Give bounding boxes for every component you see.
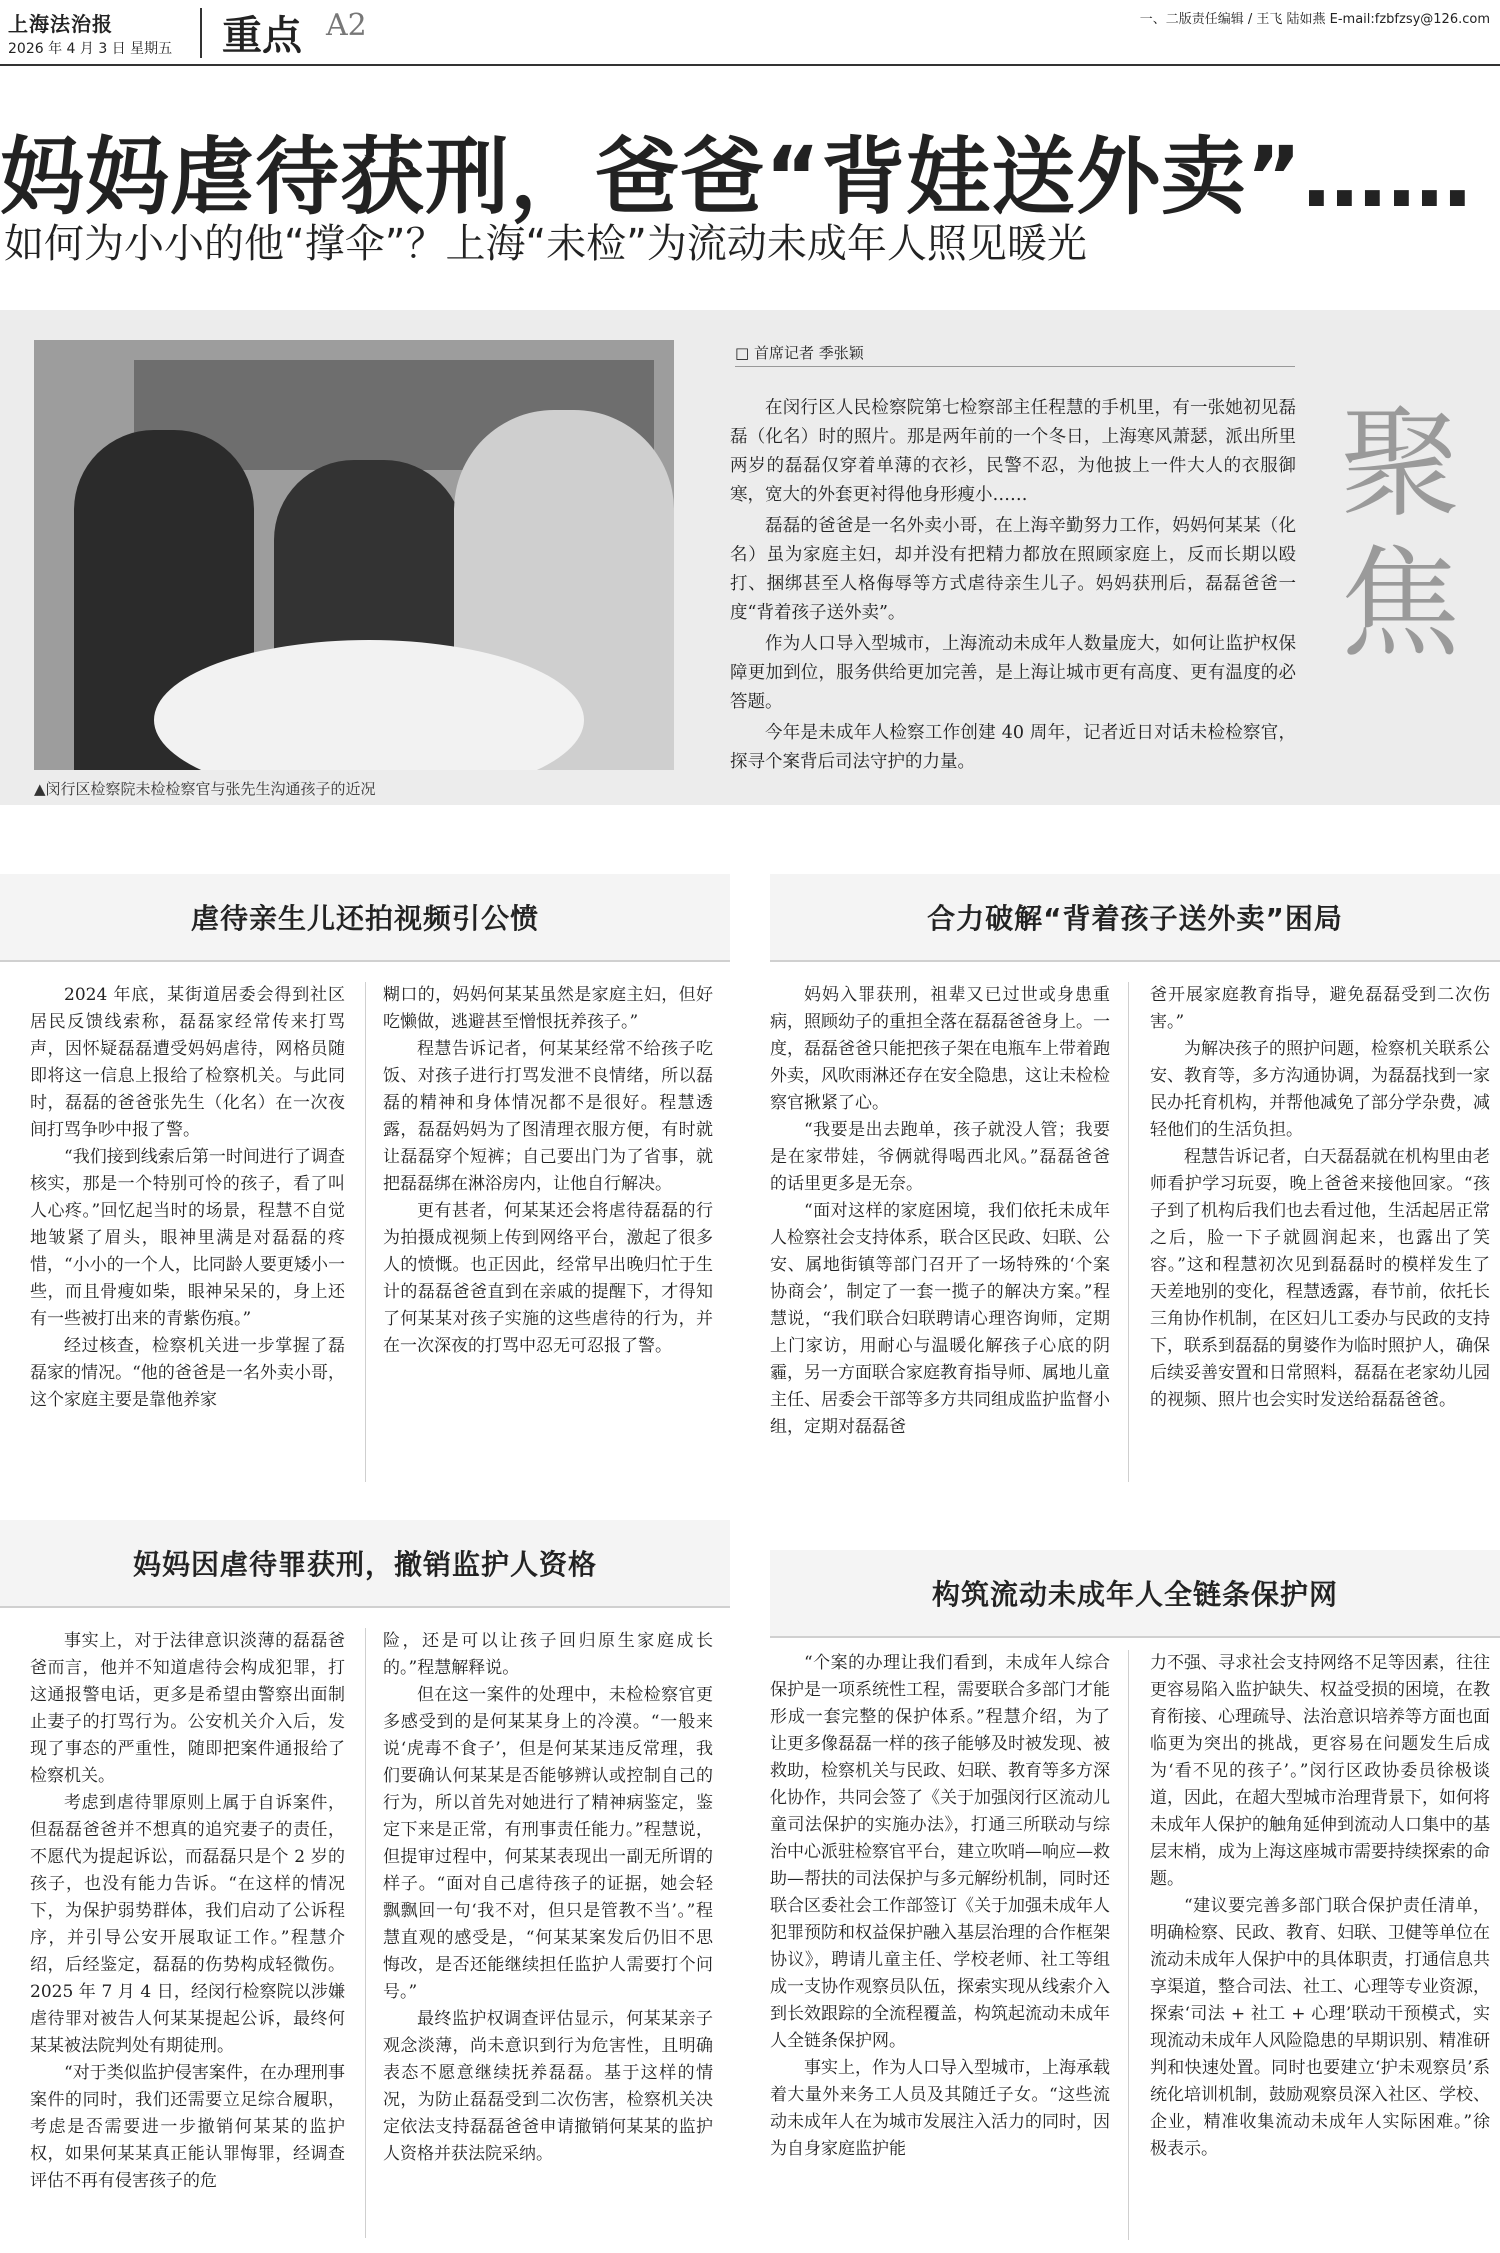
section-header [0,874,730,962]
section-title: 构筑流动未成年人全链条保护网 [931,1578,1338,1611]
article-paragraph: 力不强、寻求社会支持网络不足等因素，往往更容易陷入监护缺失、权益受损的困境，在教育衔接、心理疏导、法治意识培养等方面也面临更为突出的挑战，更容易在问题发生后成为‘看不见的孩子’。”闵行区政协委员徐极谈道，因此，在超大型城市治理背景下，如何将未成年人保护的触角延伸到流动人口集中的基层末梢，成为上海这座城市需要持续探索的命题。 [1150,1653,1490,1889]
section-title: 虐待亲生儿还拍视频引公愤 [190,902,539,935]
article-paragraph: 考虑到虐待罪原则上属于自诉案件，但磊磊爸爸并不想真的追究妻子的责任，不愿代为提起诉讼，而磊磊只是个 2 岁的孩子，也没有能力告诉。“在这样的情况下，为保护弱势群体，我们启动了公诉程序，并引导公安开展取证工作。”程慧介绍，后经鉴定，磊磊的伤势构成轻微伤。2025 年 7 月 4 日，经闵行检察院以涉嫌虐待罪对被告人何某某提起公诉，最终何某某被法院判处有期徒刑。 [30,1793,345,2056]
masthead-divider [200,8,202,58]
section-title: 妈妈因虐待罪获刑，撤销监护人资格 [132,1548,597,1581]
column-divider [1128,1650,1129,2240]
article-paragraph: 事实上，对于法律意识淡薄的磊磊爸爸而言，他并不知道虐待会构成犯罪，打这通报警电话，更多是希望由警察出面制止妻子的打骂行为。公安机关介入后，发现了事态的严重性，随即把案件通报给了检察机关。 [30,1631,345,1786]
intro-paragraph: 磊磊的爸爸是一名外卖小哥，在上海辛勤努力工作，妈妈何某某（化名）虽为家庭主妇，却并没有把精力都放在照顾家庭上，反而长期以殴打、捆绑甚至人格侮辱等方式虐待亲生儿子。妈妈获刑后，磊磊爸爸一度“背着孩子送外卖”。 [730,516,1296,623]
photo-caption: ▲闵行区检察院未检检察官与张先生沟通孩子的近况 [34,780,376,798]
article-paragraph: “我要是出去跑单，孩子就没人管；我要是在家带娃，爷俩就得喝西北风。”磊磊爸爸的话里更多是无奈。 [770,1120,1110,1194]
article-column [30,982,345,1414]
focus-char: 焦 [1340,535,1460,674]
intro-paragraph: 今年是未成年人检察工作创建 40 周年，记者近日对话未检检察官，探寻个案背后司法守护的力量。 [730,723,1296,772]
article-paragraph: “建议要完善多部门联合保护责任清单，明确检察、民政、教育、妇联、卫健等单位在流动未成年人保护中的具体职责，打通信息共享渠道，整合司法、社工、心理等专业资源，探索‘司法 + 社工 + 心理’联动干预模式，实现流动未成年人风险隐患的早期识别、精准研判和快速处置。同时也要建立‘护未观察员’系统化培训机制，鼓励观察员深入社区、学校、企业，精准收集流动未成年人实际困难。”徐极表示。 [1150,1896,1490,2159]
article-paragraph: 事实上，作为人口导入型城市，上海承载着大量外来务工人员及其随迁子女。“这些流动未成年人在为城市发展注入活力的同时，因为自身家庭监护能 [770,2058,1110,2159]
section-name: 重点 [222,13,302,59]
editors-line: 一、二版责任编辑 / 王飞 陆如燕 E-mail:fzbfzsy@126.com [1139,12,1490,27]
article-column [770,1650,1110,2163]
page-number: A2 [326,8,367,43]
article-paragraph: 为解决孩子的照护问题，检察机关联系公安、教育等，多方沟通协调，为磊磊找到一家民办托育机构，并帮他减免了部分学杂费，减轻他们的生活负担。 [1150,1039,1490,1140]
article-paragraph: 爸开展家庭教育指导，避免磊磊受到二次伤害。” [1150,985,1490,1032]
section-header [770,874,1500,962]
article-paragraph: 险，还是可以让孩子回归原生家庭成长的。”程慧解释说。 [383,1631,713,1678]
subheadline: 如何为小小的他“撑伞”？上海“未检”为流动未成年人照见暖光 [4,221,1087,267]
article-column [770,982,1110,1441]
article-column [383,982,713,1360]
column-divider [365,1628,366,2238]
section-header [0,1520,730,1608]
article-paragraph: 2024 年底，某街道居委会得到社区居民反馈线索称，磊磊家经常传来打骂声，因怀疑磊磊遭受妈妈虐待，网格员随即将这一信息上报给了检察机关。与此同时，磊磊的爸爸张先生（化名）在一次夜间打骂争吵中报了警。 [30,985,345,1140]
article-paragraph: “对于类似监护侵害案件，在办理刑事案件的同时，我们还需要立足综合履职，考虑是否需要进一步撤销何某某的监护权，如果何某某真正能认罪悔罪，经调查评估不再有侵害孩子的危 [30,2063,345,2191]
article-column [383,1628,713,2168]
focus-char: 聚 [1340,395,1460,534]
section-header [770,1550,1500,1638]
article-column [30,1628,345,2195]
article-paragraph: “个案的办理让我们看到，未成年人综合保护是一项系统性工程，需要联合多部门才能形成一套完整的保护体系。”程慧介绍，为了让更多像磊磊一样的孩子能够及时被发现、被救助，检察机关与民政、妇联、教育等多方深化协作，共同会签了《关于加强闵行区流动儿童司法保护的实施办法》，打通三所联动与综治中心派驻检察官平台，建立吹哨—响应—救助—帮扶的司法保护与多元解纷机制，同时还联合区委社会工作部签订《关于加强未成年人犯罪预防和权益保护融入基层治理的合作框架协议》，聘请儿童主任、学校老师、社工等组成一支协作观察员队伍，探索实现从线索介入到长效跟踪的全流程覆盖，构筑起流动未成年人全链条保护网。 [770,1653,1110,2051]
article-paragraph: 妈妈入罪获刑，祖辈又已过世或身患重病，照顾幼子的重担全落在磊磊爸爸身上。一度，磊磊爸爸只能把孩子架在电瓶车上带着跑外卖，风吹雨淋还存在安全隐患，这让未检检察官揪紧了心。 [770,985,1110,1113]
publication-date: 2026 年 4 月 3 日 星期五 [8,41,173,57]
headline: 妈妈虐待获刑，爸爸“背娃送外卖”…… [0,128,1473,226]
intro-paragraph: 作为人口导入型城市，上海流动未成年人数量庞大，如何让监护权保障更加到位，服务供给更加完善，是上海让城市更有高度、更有温度的必答题。 [730,634,1296,712]
article-paragraph: 糊口的，妈妈何某某虽然是家庭主妇，但好吃懒做，逃避甚至憎恨抚养孩子。” [383,985,713,1032]
intro-paragraph: 在闵行区人民检察院第七检察部主任程慧的手机里，有一张她初见磊磊（化名）时的照片。那是两年前的一个冬日，上海寒风萧瑟，派出所里两岁的磊磊仅穿着单薄的衣衫，民警不忍，为他披上一件大人的衣服御寒，宽大的外套更衬得他身形瘦小…… [730,398,1296,505]
intro-text [730,394,1296,779]
column-divider [1128,982,1129,1482]
article-paragraph: 程慧告诉记者，何某某经常不给孩子吃饭、对孩子进行打骂发泄不良情绪，所以磊磊的精神和身体情况都不是很好。程慧透露，磊磊妈妈为了图清理衣服方便，有时就让磊磊穿个短裤；自己要出门为了省事，就把磊磊绑在淋浴房内，让他自行解决。 [383,1039,713,1194]
masthead-rule [0,64,1500,66]
paper-name: 上海法治报 [8,12,113,36]
section-title: 合力破解“背着孩子送外卖”困局 [927,902,1343,935]
article-paragraph: “我们接到线索后第一时间进行了调查核实，那是一个特别可怜的孩子，看了叫人心疼。”回忆起当时的场景，程慧不自觉地皱紧了眉头，眼神里满是对磊磊的疼惜，“小小的一个人，比同龄人要更矮小一些，而且骨瘦如柴，眼神呆呆的，身上还有一些被打出来的青紫伤痕。” [30,1147,345,1329]
article-column [1150,982,1490,1414]
article-column [1150,1650,1490,2163]
focus-label [1330,395,1470,675]
column-divider [365,982,366,1482]
article-paragraph: 最终监护权调查评估显示，何某某亲子观念淡薄，尚未意识到行为危害性，且明确表态不愿意继续抚养磊磊。基于这样的情况，为防止磊磊受到二次伤害，检察机关决定依法支持磊磊爸爸申请撤销何某某的监护人资格并获法院采纳。 [383,2009,713,2164]
article-paragraph: 经过核查，检察机关进一步掌握了磊磊家的情况。“他的爸爸是一名外卖小哥，这个家庭主要是靠他养家 [30,1336,345,1410]
byline-rule [735,366,1295,367]
article-paragraph: 程慧告诉记者，白天磊磊就在机构里由老师看护学习玩耍，晚上爸爸来接他回家。“孩子到了机构后我们也去看过他，生活起居正常之后，脸一下子就圆润起来，也露出了笑容。”这和程慧初次见到磊磊时的模样发生了天差地别的变化，程慧透露，春节前，依托长三角协作机制，在区妇儿工委办与民政的支持下，联系到磊磊的舅婆作为临时照护人，确保后续妥善安置和日常照料，磊磊在老家幼儿园的视频、照片也会实时发送给磊磊爸爸。 [1150,1147,1490,1410]
byline: □ 首席记者 季张颖 [735,344,864,362]
article-paragraph: 但在这一案件的处理中，未检检察官更多感受到的是何某某身上的冷漠。“一般来说‘虎毒不食子’，但是何某某违反常理，我们要确认何某某是否能够辨认或控制自己的行为，所以首先对她进行了精神病鉴定，鉴定下来是正常，有刑事责任能力。”程慧说，但提审过程中，何某某表现出一副无所谓的样子。“面对自己虐待孩子的证据，她会轻飘飘回一句‘我不对，但只是管教不当’。”程慧直观的感受是，“何某某案发后仍旧不思悔改，是否还能继续担任监护人需要打个问号。” [383,1685,713,2002]
article-paragraph: 更有甚者，何某某还会将虐待磊磊的行为拍摄成视频上传到网络平台，激起了很多人的愤慨。也正因此，经常早出晚归忙于生计的磊磊爸爸直到在亲戚的提醒下，才得知了何某某对孩子实施的这些虐待的行为，并在一次深夜的打骂中忍无可忍报了警。 [383,1201,713,1356]
article-paragraph: “面对这样的家庭困境，我们依托未成年人检察社会支持体系，联合区民政、妇联、公安、属地街镇等部门召开了一场特殊的‘个案协商会’，制定了一套一揽子的解决方案。”程慧说，“我们联合妇联聘请心理咨询师，定期上门家访，用耐心与温暖化解孩子心底的阴霾，另一方面联合家庭教育指导师、属地儿童主任、居委会干部等多方共同组成监护监督小组，定期对磊磊爸 [770,1201,1110,1437]
news-photo [34,340,674,770]
